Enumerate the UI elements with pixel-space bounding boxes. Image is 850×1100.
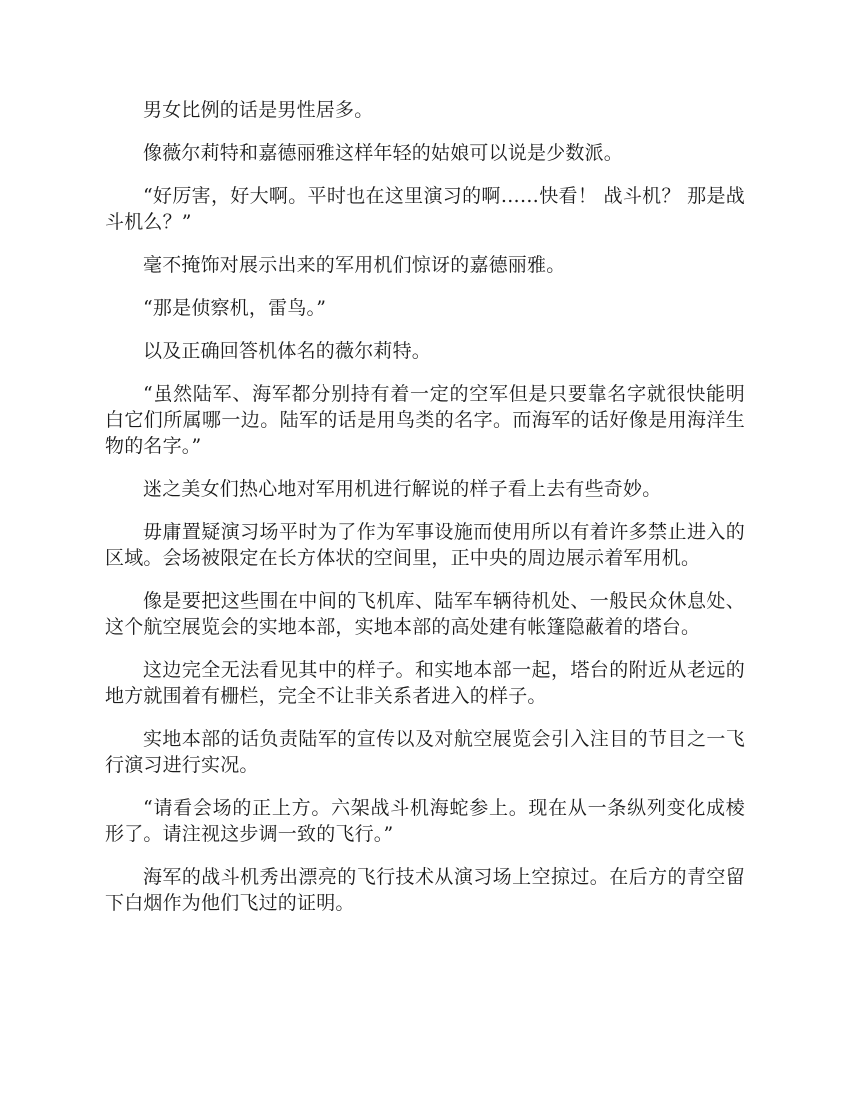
paragraph-5: “那是侦察机，雷鸟。” [143,297,327,319]
paragraph-7: “虽然陆军、海军都分别持有着一定的空军但是只要靠名字就很快能明白它们所属哪一边。陆军的话是用鸟类的名字。而海军的话好像是用海洋生物的名字。” [105,383,745,457]
paragraph-14: 海军的战斗机秀出漂亮的飞行技术从演习场上空掠过。在后方的青空留下白烟作为他们飞过的证明。 [105,866,745,914]
document-body [105,97,745,933]
paragraph-2: 像薇尔莉特和嘉德丽雅这样年轻的姑娘可以说是少数派。 [143,142,624,164]
paragraph-13: “请看会场的正上方。六架战斗机海蛇参上。现在从一条纵列变化成棱形了。请注视这步调一致的飞行。” [105,797,745,845]
paragraph-3: “好厉害，好大啊。平时也在这里演习的啊……快看！ 战斗机？ 那是战斗机么？” [105,185,745,233]
paragraph-8: 迷之美女们热心地对军用机进行解说的样子看上去有些奇妙。 [143,478,662,500]
paragraph-10: 像是要把这些围在中间的飞机库、陆军车辆待机处、一般民众休息处、这个航空展览会的实地本部，实地本部的高处建有帐篷隐蔽着的塔台。 [105,590,745,638]
paragraph-12: 实地本部的话负责陆军的宣传以及对航空展览会引入注目的节目之一飞行演习进行实况。 [105,728,745,776]
paragraph-1: 男女比例的话是男性居多。 [143,99,374,121]
paragraph-11: 这边完全无法看见其中的样子。和实地本部一起，塔台的附近从老远的地方就围着有栅栏，完全不让非关系者进入的样子。 [105,659,745,707]
paragraph-6: 以及正确回答机体名的薇尔莉特。 [143,340,432,362]
paragraph-9: 毋庸置疑演习场平时为了作为军事设施而使用所以有着许多禁止进入的区域。会场被限定在长方体状的空间里，正中央的周边展示着军用机。 [105,521,745,569]
paragraph-4: 毫不掩饰对展示出来的军用机们惊讶的嘉德丽雅。 [143,254,566,276]
